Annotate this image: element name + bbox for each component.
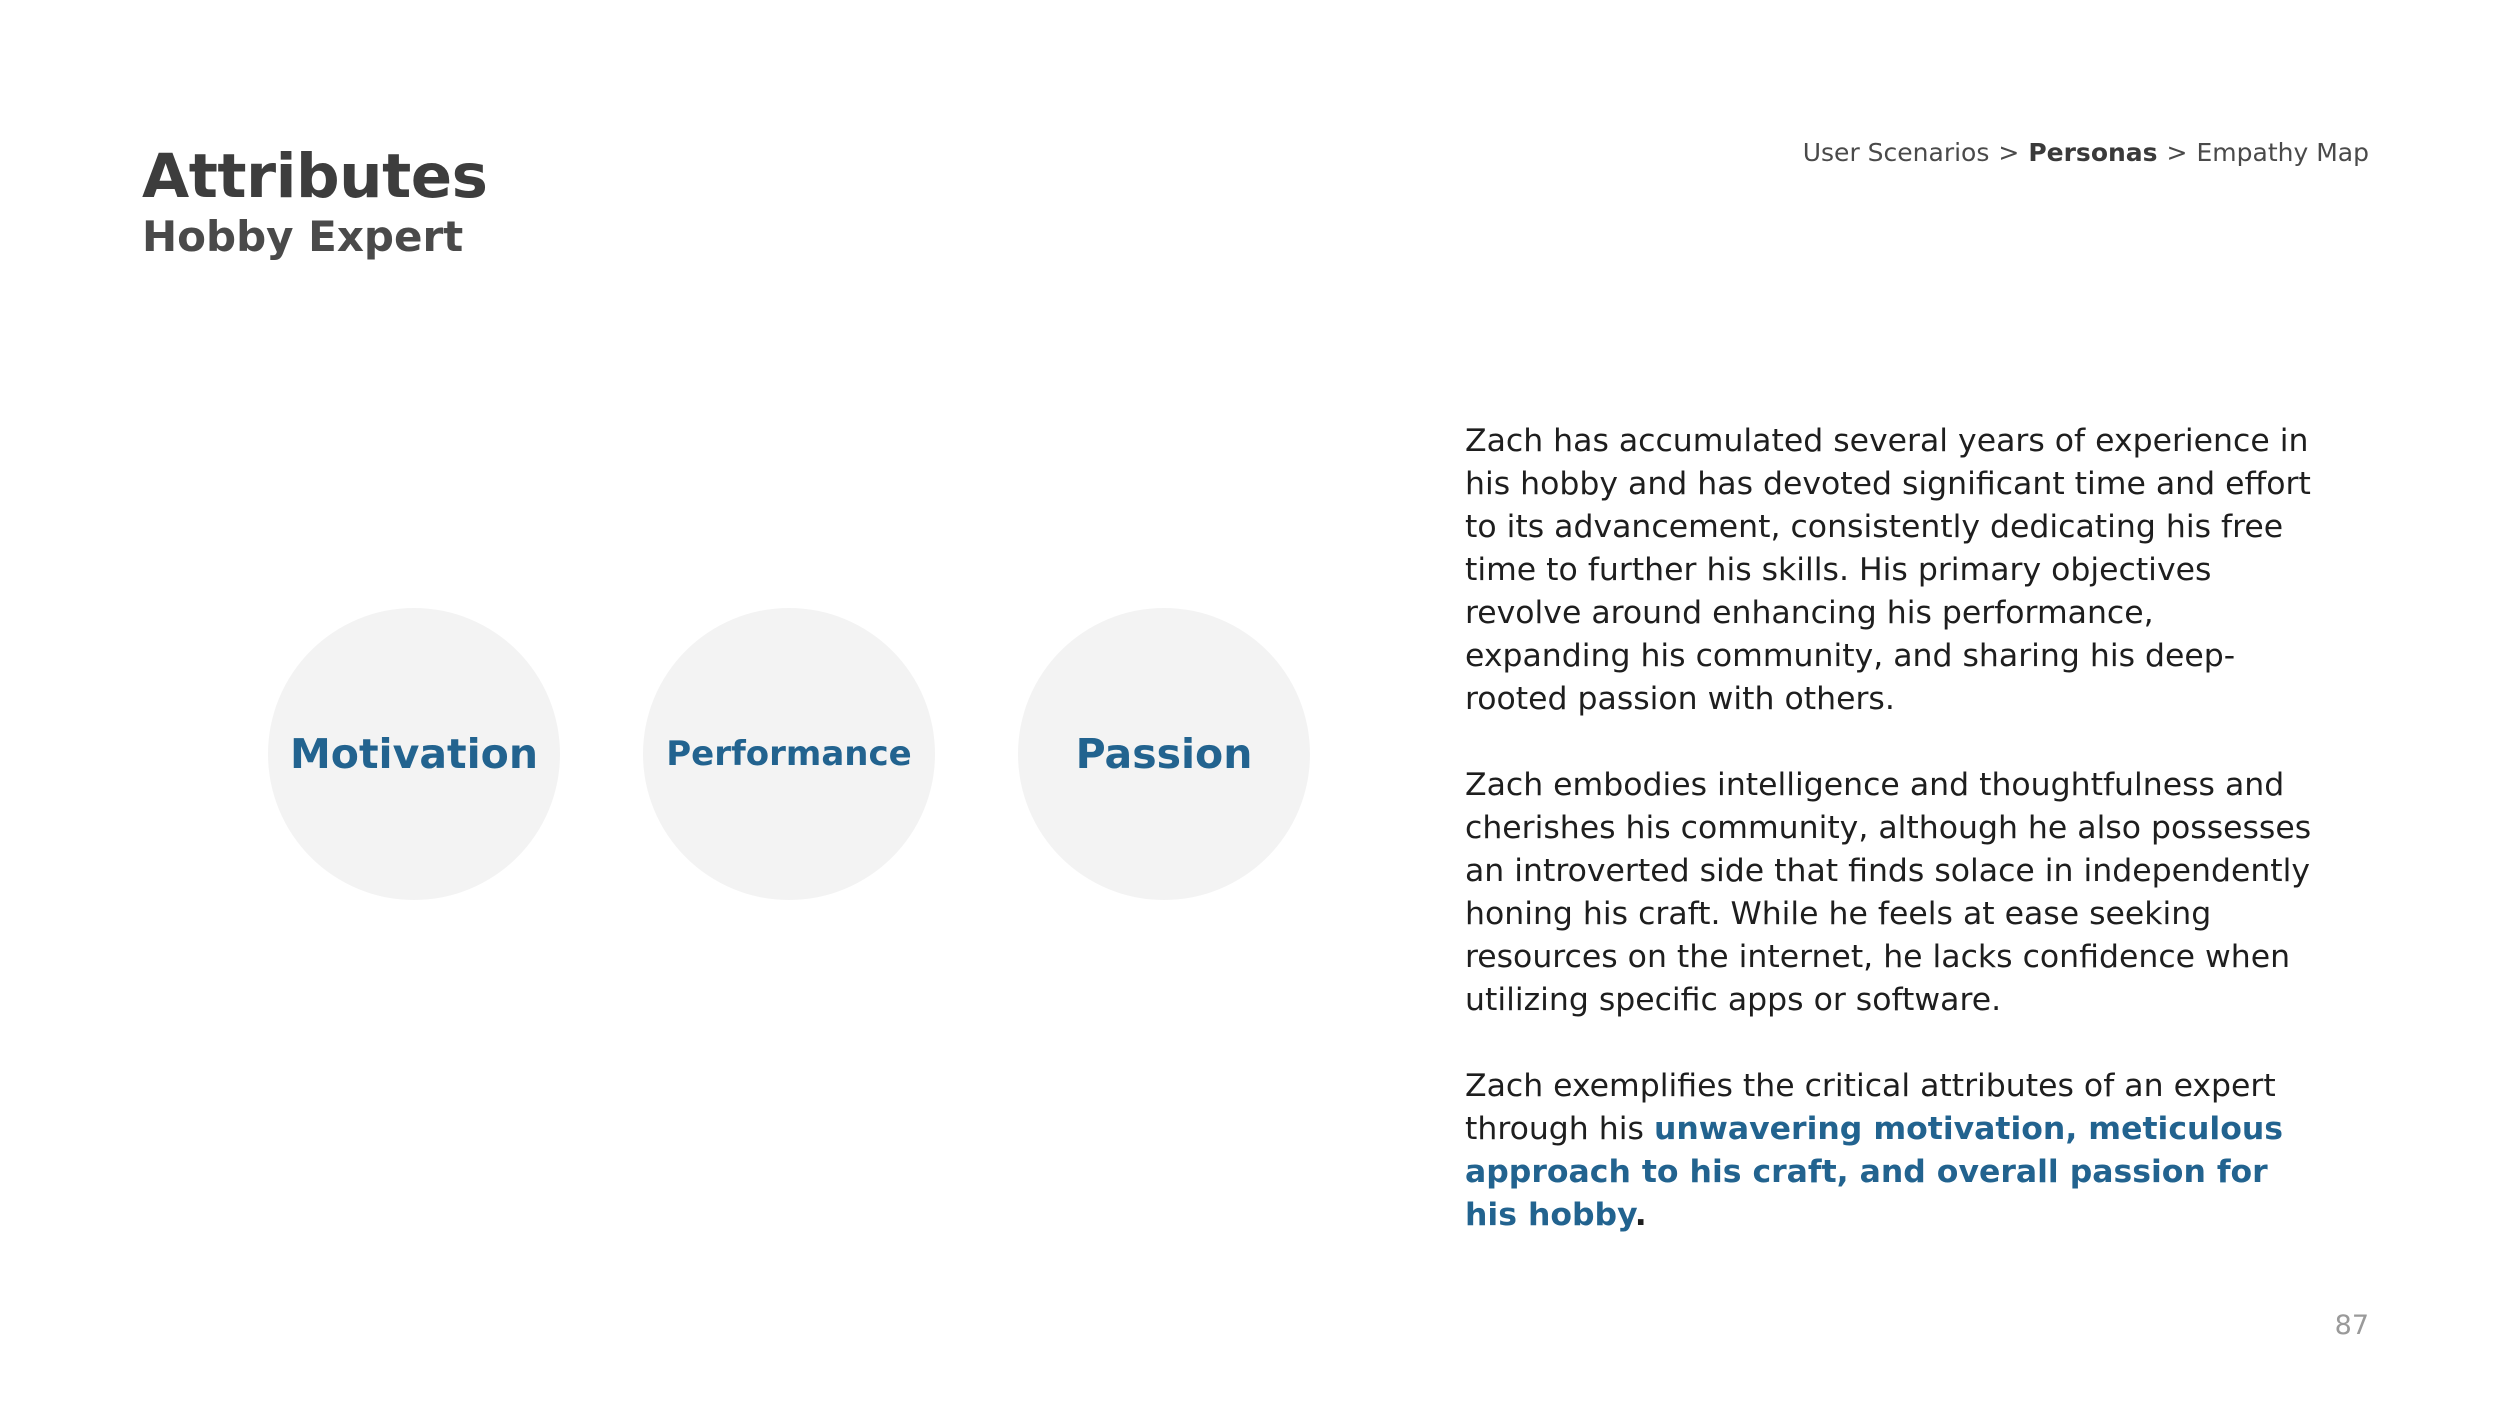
breadcrumb-item-empathy-map[interactable]: Empathy Map bbox=[2196, 138, 2369, 167]
page-title: Attributes bbox=[142, 141, 488, 212]
description-paragraph: Zach has accumulated several years of experience in his hobby and has devoted significant time and effort to its advancement, consistently dedicating his free time to further his skills. His primary objectives revolve around enhancing his performance, expanding his community, and sharing his deep-rooted passion with others. bbox=[1465, 423, 2311, 717]
attribute-label: Passion bbox=[1075, 730, 1253, 778]
attribute-circle-passion bbox=[1018, 608, 1310, 900]
highlighted-attributes-text: unwavering motivation, meticulous approach to his craft, and overall passion for his hobby bbox=[1465, 1111, 2284, 1233]
breadcrumb-item-personas[interactable]: Personas bbox=[2028, 138, 2158, 167]
description-paragraph: Zach embodies intelligence and thoughtfulness and cherishes his community, although he also possesses an introverted side that finds solace in independently honing his craft. While he feels at ease seeking resources on the internet, he lacks confidence when utilizing specific apps or software. bbox=[1465, 767, 2312, 1018]
breadcrumb-separator: > bbox=[2166, 138, 2188, 167]
page-number: 87 bbox=[2334, 1310, 2369, 1341]
attribute-label: Performance bbox=[666, 734, 912, 774]
page-subtitle: Hobby Expert bbox=[142, 212, 464, 261]
description-paragraph-summary bbox=[1465, 1065, 2325, 1237]
breadcrumb-item-user-scenarios[interactable]: User Scenarios bbox=[1802, 138, 1990, 167]
breadcrumb bbox=[1803, 138, 2369, 167]
summary-end-punctuation: . bbox=[1634, 1197, 1647, 1233]
attribute-label: Motivation bbox=[289, 730, 539, 778]
attribute-circle-performance bbox=[643, 608, 935, 900]
summary-intro-text: Zach exemplifies the critical attributes of an expert through his bbox=[1465, 1068, 2276, 1147]
breadcrumb-separator: > bbox=[1998, 138, 2020, 167]
attribute-circle-motivation bbox=[268, 608, 560, 900]
persona-description bbox=[1465, 420, 2325, 1280]
